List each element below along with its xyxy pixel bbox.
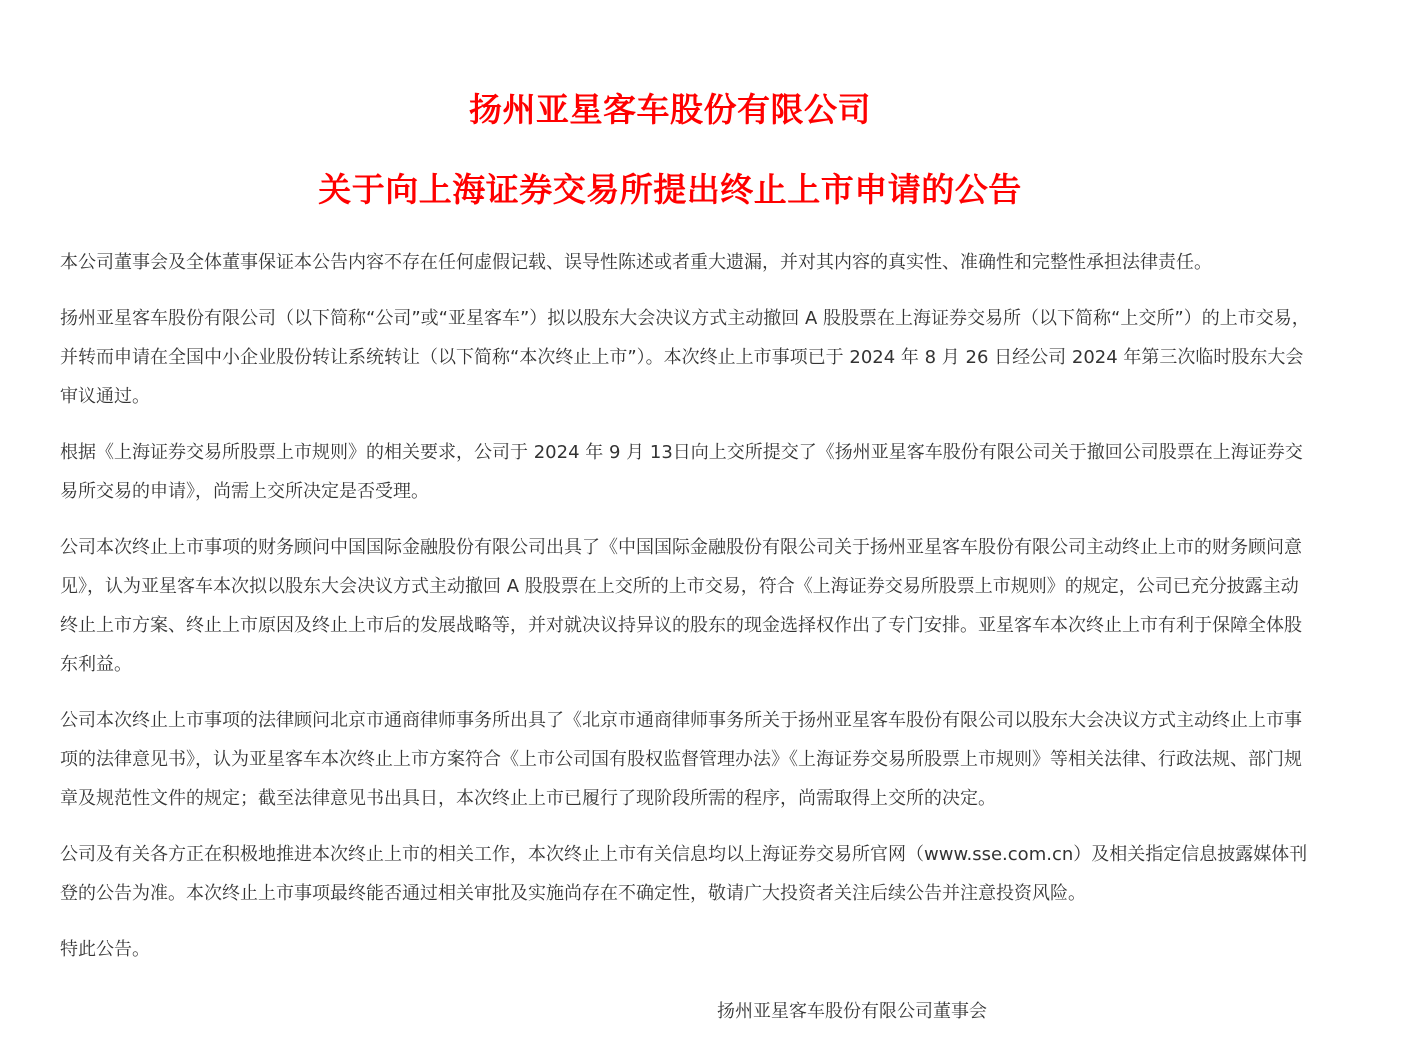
- paragraph-risk-notice: 公司及有关各方正在积极地推进本次终止上市的相关工作，本次终止上市有关信息均以上海证券交易所官网（www.sse.com.cn）及相关指定信息披露媒体刊登的公告为准。本次终止上市事项最终能否通过相关审批及实施尚存在不确定性，敬请广大投资者关注后续公告并注意投资风险。: [60, 844, 1308, 904]
- announcement-body: [60, 243, 1310, 986]
- paragraph-disclaimer: 本公司董事会及全体董事保证本公告内容不存在任何虚假记载、误导性陈述或者重大遗漏，并对其内容的真实性、准确性和完整性承担法律责任。: [60, 252, 1212, 273]
- paragraph-application: 根据《上海证券交易所股票上市规则》的相关要求，公司于 2024 年 9 月 13日向上交所提交了《扬州亚星客车股份有限公司关于撤回公司股票在上海证券交易所交易的申请》，尚需上交所决定是否受理。: [60, 442, 1303, 502]
- paragraph-legal-advisor: 公司本次终止上市事项的法律顾问北京市通商律师事务所出具了《北京市通商律师事务所关于扬州亚星客车股份有限公司以股东大会决议方式主动终止上市事项的法律意见书》，认为亚星客车本次终止上市方案符合《上市公司国有股权监督管理办法》《上海证券交易所股票上市规则》等相关法律、行政法规、部门规章及规范性文件的规定；截至法律意见书出具日，本次终止上市已履行了现阶段所需的程序，尚需取得上交所的决定。: [60, 710, 1302, 809]
- company-title: 扬州亚星客车股份有限公司: [469, 90, 871, 129]
- paragraph-financial-advisor: 公司本次终止上市事项的财务顾问中国国际金融股份有限公司出具了《中国国际金融股份有限公司关于扬州亚星客车股份有限公司主动终止上市的财务顾问意见》，认为亚星客车本次拟以股东大会决议方式主动撤回 A 股股票在上交所的上市交易，符合《上海证券交易所股票上市规则》的规定，公司已充分披露主动终止上市方案、终止上市原因及终止上市后的发展战略等，并对就决议持异议的股东的现金选择权作出了专门安排。亚星客车本次终止上市有利于保障全体股东利益。: [60, 537, 1302, 675]
- paragraph-closing: 特此公告。: [60, 939, 150, 960]
- board-signature: 扬州亚星客车股份有限公司董事会: [717, 1001, 987, 1022]
- announcement-title: 关于向上海证券交易所提出终止上市申请的公告: [318, 170, 1022, 209]
- paragraph-delisting-plan: 扬州亚星客车股份有限公司（以下简称“公司”或“亚星客车”）拟以股东大会决议方式主动撤回 A 股股票在上海证券交易所（以下简称“上交所”）的上市交易，并转而申请在全国中小企业股份转让系统转让（以下简称“本次终止上市”）。本次终止上市事项已于 2024 年 8 月 26 日经公司 2024 年第三次临时股东大会审议通过。: [60, 308, 1310, 407]
